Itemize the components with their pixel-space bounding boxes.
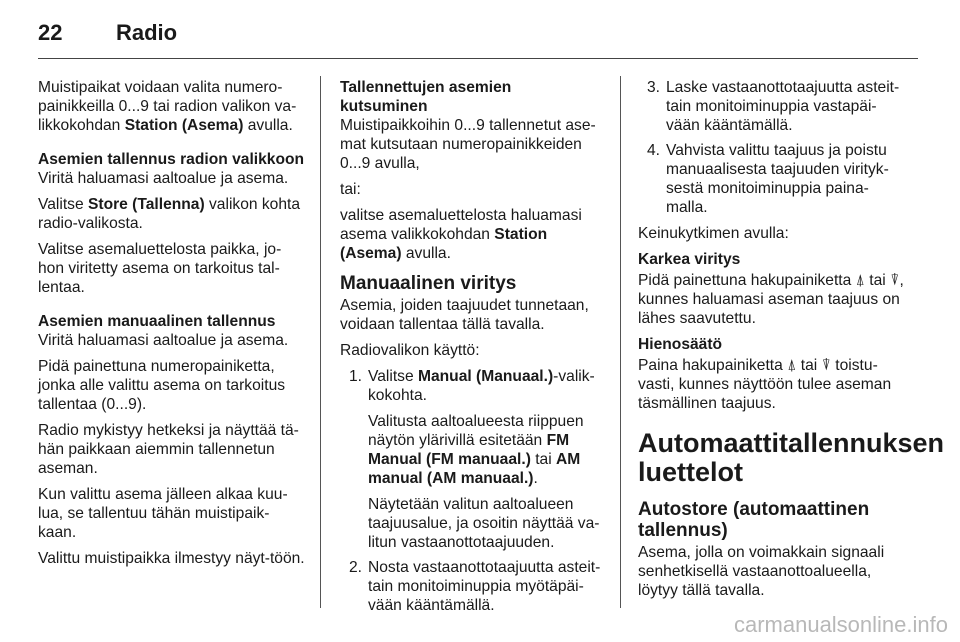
paragraph-known-freq: Asemia, joiden taajuudet tunnetaan, voidaan tallentaa tällä tavalla.	[340, 297, 589, 333]
paragraph-saved: Kun valittu asema jälleen alkaa kuu-lua, se tallentuu tähän muistipaik-kaan.	[38, 486, 288, 541]
ordered-list	[340, 367, 602, 615]
paragraph-display: Valittu muistipaikka ilmestyy näyt-töön.	[38, 550, 305, 567]
chapter-title: Radio	[116, 20, 178, 45]
page-number: 22	[38, 20, 63, 45]
paragraph-fine: Paina hakupainiketta ⍋ tai ⍒ toistu-vasti, kunnes näyttöön tulee aseman täsmällinen taajuus.	[638, 357, 892, 412]
column-3	[638, 78, 945, 607]
paragraph-hold-button: Pidä painettuna numeropainiketta, jonka alle valittu asema on tarkoitus tallentaa (0...9).	[38, 358, 286, 413]
heading-autostore-lists: Automaattitallennuksen luettelot	[638, 428, 945, 487]
heading-manual-tuning: Manuaalinen viritys	[340, 273, 517, 294]
paragraph-station-list: valitse asemaluettelosta haluamasi asema valikkokohdan Station (Asema) avulla.	[340, 207, 582, 262]
heading-autostore: Autostore (automaattinen tallennus)	[638, 499, 870, 541]
paragraph-tune-2: Viritä haluamasi aaltoalue ja asema.	[38, 332, 289, 349]
paragraph-select-store: Valitse Store (Tallenna) valikon kohta radio-valikosta.	[38, 196, 301, 232]
subheading-manual-store: Asemien manuaalinen tallennus	[38, 313, 276, 330]
paragraph-recall: Muistipaikkoihin 0...9 tallennetut ase-mat kutsutaan numeropainikkeiden 0...9 avulla,	[340, 117, 596, 172]
paragraph-autostore: Asema, jolla on voimakkain signaali senhetkisellä vastaanottoalueella, löytyy tällä tavalla.	[638, 544, 885, 599]
subheading-coarse: Karkea viritys	[638, 251, 741, 268]
list-item: 4. Vahvista valittu taajuus ja poistu manuaalisesta taajuuden virityk-sestä monitoiminuppia paina-malla.	[646, 142, 889, 216]
column-1	[38, 78, 306, 575]
paragraph-rocker: Keinukytkimen avulla:	[638, 225, 789, 242]
column-divider-2	[620, 76, 621, 608]
column-2	[340, 78, 602, 622]
paragraph-tune: Viritä haluamasi aaltoalue ja asema.	[38, 170, 289, 187]
list-item: 1. Valitse Manual (Manuaal.)-valik-kokohta. Valitusta aaltoalueesta riippuen näytön ylärivillä esitetään FM Manual (FM manuaal.) tai AM manual (AM manuaal.). Näytetään valitun aaltoalueen taajuusalue, ja osoitin näyttää va-litun vastaanottotaajuuden.	[348, 368, 600, 551]
column-divider-1	[320, 76, 321, 608]
paragraph-radio-menu: Radiovalikon käyttö:	[340, 342, 480, 359]
paragraph-coarse: Pidä painettuna hakupainiketta ⍋ tai ⍒, kunnes haluamasi aseman taajuus on lähes saavutettu.	[638, 272, 904, 327]
paragraph-select-slot: Valitse asemaluettelosta paikka, jo-hon viritetty asema on tarkoitus tal-lentaa.	[38, 241, 282, 296]
watermark: carmanualsonline.info	[733, 612, 948, 637]
subheading-fine: Hienosäätö	[638, 336, 723, 353]
ordered-list-continued	[638, 78, 904, 217]
paragraph-or: tai:	[340, 181, 361, 198]
list-item: 3. Laske vastaanottotaajuutta asteit-tain monitoiminuppia vastapäi-vään kääntämällä.	[646, 79, 900, 134]
subheading-recall: Tallennettujen asemien kutsuminen	[340, 79, 512, 115]
paragraph-mute: Radio mykistyy hetkeksi ja näyttää tä-hän paikkaan aiemmin tallennetun aseman.	[38, 422, 299, 477]
subheading-store-menu: Asemien tallennus radion valikkoon	[38, 151, 305, 168]
page-header	[38, 14, 918, 54]
list-item: 2. Nosta vastaanottotaajuutta asteit-tain monitoiminuppia myötäpäi-vään kääntämällä.	[348, 559, 601, 614]
paragraph-intro: Muistipaikat voidaan valita numero-painikkeilla 0...9 tai radion valikon va-likkokohdan Station (Asema) avulla.	[38, 79, 297, 134]
header-rule	[38, 58, 918, 59]
